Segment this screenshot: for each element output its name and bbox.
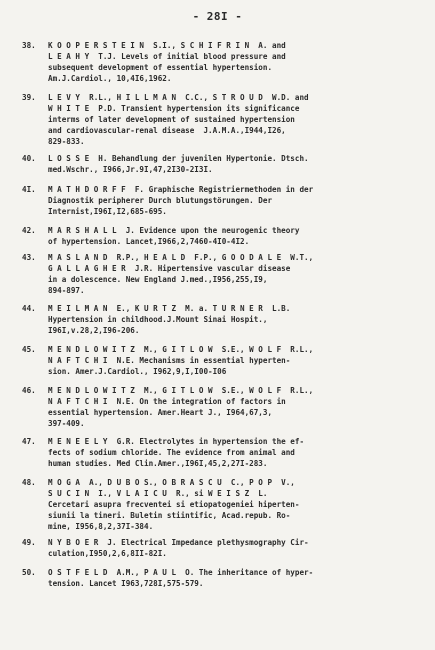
reference-text — [44, 40, 420, 84]
reference-number: 47. — [22, 437, 36, 446]
reference-line: in a dolescence. New England J.med.,I956,255,I9, — [48, 275, 268, 284]
reference-text — [44, 436, 420, 469]
reference-line: L E V Y R.L., H I L L M A N C.C., S T R O U D W.D. and — [48, 93, 309, 102]
reference-number: 45. — [22, 345, 36, 354]
reference-text — [44, 567, 420, 589]
reference-line: L O S S E H. Behandlung der juvenilen Hypertonie. Dtsch. — [48, 154, 309, 163]
reference-line: tension. Lancet I963,728I,575-579. — [48, 579, 204, 588]
reference-number: 39. — [22, 93, 36, 102]
reference-line: Cercetari asupra frecventei si etiopatogeniei hiperten- — [48, 500, 300, 509]
reference-line: N Y B O E R J. Electrical Impedance plethysmography Cir- — [48, 538, 309, 547]
reference-item — [22, 252, 420, 296]
reference-line: mine, I956,8,2,37I-384. — [48, 522, 154, 531]
reference-line: subsequent development of essential hypertension. — [48, 63, 273, 72]
reference-line: N A F T C H I N.E. On the integration of factors in — [48, 397, 286, 406]
reference-line: N A F T C H I N.E. Mechanisms in essential hyperten- — [48, 356, 291, 365]
reference-line: med.Wschr., I966,Jr.9I,47,2I30-2I3I. — [48, 165, 213, 174]
reference-line: W H I T E P.D. Transient hypertension its significance — [48, 104, 300, 113]
reference-line: M E N D L O W I T Z M., G I T L O W S.E., W O L F R.L., — [48, 345, 314, 354]
reference-number: 4I. — [22, 185, 36, 194]
reference-line: O S T F E L D A.M., P A U L O. The inheritance of hyper- — [48, 568, 314, 577]
reference-line: M A T H D O R F F F. Graphische Registriermethoden in der — [48, 185, 314, 194]
reference-line: K O O P E R S T E I N S.I., S C H I F R I N A. and — [48, 41, 286, 50]
reference-number: 49. — [22, 538, 36, 547]
reference-line: L E A H Y T.J. Levels of initial blood pressure and — [48, 52, 286, 61]
reference-line: I96I,v.28,2,I96-206. — [48, 326, 140, 335]
reference-text — [44, 153, 420, 175]
reference-number: 44. — [22, 304, 36, 313]
reference-line: Hypertension in childhood.J.Mount Sinai Hospit., — [48, 315, 268, 324]
reference-line: M E I L M A N E., K U R T Z M. a. T U R N E R L.B. — [48, 304, 291, 313]
reference-line: interms of later development of sustained hypertension — [48, 115, 295, 124]
reference-number: 40. — [22, 154, 36, 163]
reference-text — [44, 92, 420, 147]
reference-number: 48. — [22, 478, 36, 487]
reference-line: human studies. Med Clin.Amer.,I96I,45,2,27I-283. — [48, 459, 268, 468]
reference-item — [22, 40, 420, 84]
reference-line: 397-409. — [48, 419, 85, 428]
reference-item — [22, 303, 420, 336]
reference-line: M E N D L O W I T Z M., G I T L O W S.E., W O L F R.L., — [48, 386, 314, 395]
reference-line: M A S L A N D R.P., H E A L D F.P., G O O D A L E W.T., — [48, 253, 314, 262]
reference-text — [44, 537, 420, 559]
reference-item — [22, 537, 420, 559]
reference-line: essential hypertension. Amer.Heart J., I964,67,3, — [48, 408, 273, 417]
reference-line: M O G A A., D U B O S., O B R A S C U C., P O P V., — [48, 478, 295, 487]
reference-number: 43. — [22, 253, 36, 262]
reference-line: Diagnostik peripherer Durch blutungstörungen. Der — [48, 196, 273, 205]
reference-text — [44, 385, 420, 429]
reference-item — [22, 477, 420, 532]
reference-item — [22, 225, 420, 247]
reference-number: 50. — [22, 568, 36, 577]
reference-item — [22, 385, 420, 429]
reference-number: 42. — [22, 226, 36, 235]
reference-line: and cardiovascular-renal disease J.A.M.A.,I944,I26, — [48, 126, 286, 135]
reference-line: S U C I N I., V L A I C U R., si W E I S Z L. — [48, 489, 268, 498]
reference-line: of hypertension. Lancet,I966,2,7460-4I0-4I2. — [48, 237, 250, 246]
reference-item — [22, 92, 420, 147]
reference-line: M A R S H A L L J. Evidence upon the neurogenic theory — [48, 226, 300, 235]
reference-text — [44, 184, 420, 217]
page-number: - 28I - — [192, 10, 243, 23]
reference-line: Internist,I96I,I2,685-695. — [48, 207, 167, 216]
reference-line: fects of sodium chloride. The evidence from animal and — [48, 448, 295, 457]
reference-item — [22, 567, 420, 589]
reference-line: sion. Amer.J.Cardiol., I962,9,I,I00-I06 — [48, 367, 227, 376]
reference-text — [44, 303, 420, 336]
reference-item — [22, 184, 420, 217]
reference-line: Am.J.Cardiol., 10,4I6,1962. — [48, 74, 172, 83]
reference-text — [44, 344, 420, 377]
reference-number: 46. — [22, 386, 36, 395]
reference-line: G A L L A G H E R J.R. Hipertensive vascular disease — [48, 264, 291, 273]
reference-line: 829-833. — [48, 137, 85, 146]
reference-line: culation,I950,2,6,8II-82I. — [48, 549, 167, 558]
reference-number: 38. — [22, 41, 36, 50]
reference-text — [44, 225, 420, 247]
reference-item — [22, 436, 420, 469]
reference-item — [22, 153, 420, 175]
reference-item — [22, 344, 420, 377]
reference-text — [44, 477, 420, 532]
reference-text — [44, 252, 420, 296]
reference-line: M E N E E L Y G.R. Electrolytes in hypertension the ef- — [48, 437, 305, 446]
reference-line: siunii la tineri. Buletin stiintific, Acad.repub. Ro- — [48, 511, 291, 520]
reference-line: 894-897. — [48, 286, 85, 295]
